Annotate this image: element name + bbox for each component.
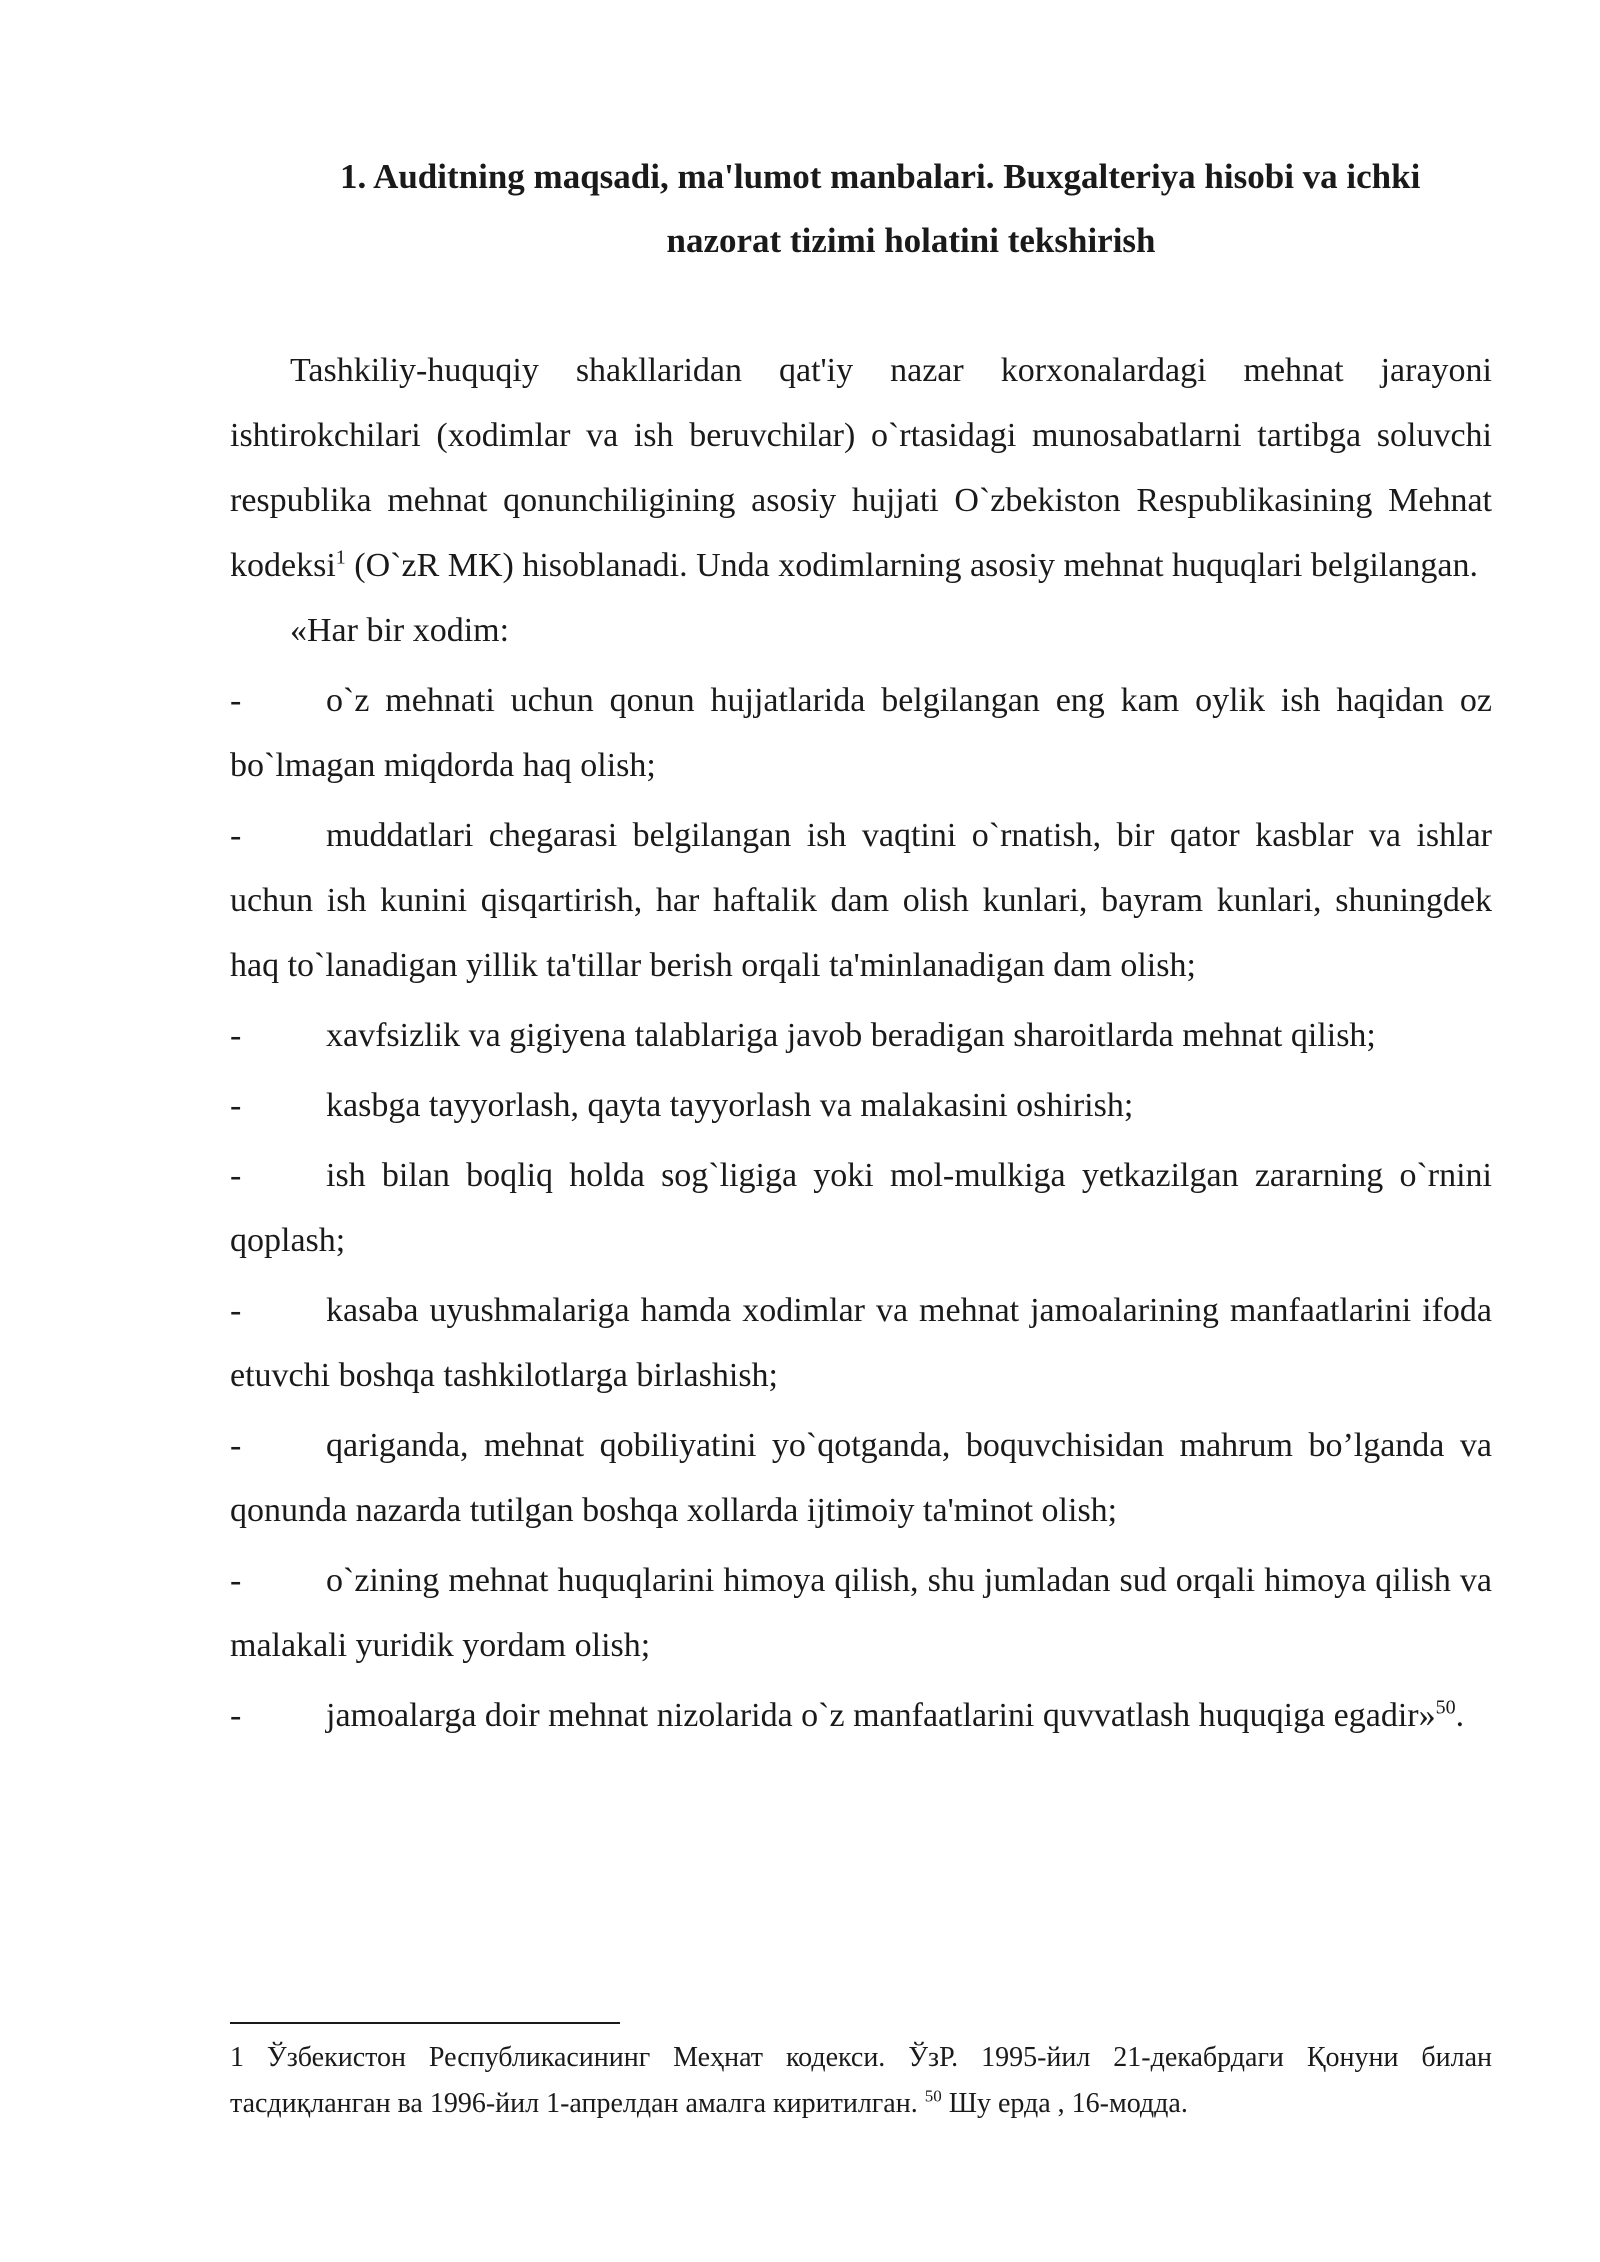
list-item [230,1548,1492,1678]
list-dash: - [230,682,242,719]
list-dash: - [230,817,242,854]
list-item-text: o`zining mehnat huquqlarini himoya qilish, shu jumladan sud orqali himoya qilish va malakali yuridik yordam olish; [230,1562,1492,1664]
list-dash: - [230,1427,242,1464]
footnote-ref-50: 50 [1435,1696,1456,1719]
list-item [230,803,1492,998]
intro-text-cont: (O`zR MK) hisoblanadi. Unda xodimlarning asosiy mehnat huquqlari belgilangan. [345,547,1478,584]
document-body [230,338,1492,1748]
list-item [230,1278,1492,1408]
list-item [230,1143,1492,1273]
list-item-text: jamoalarga doir mehnat nizolarida o`z manfaatlarini quvvatlash huquqiga egadir» [326,1697,1436,1734]
list-dash: - [230,1017,242,1054]
list-item-text: o`z mehnati uchun qonun hujjatlarida belgilangan eng kam oylik ish haqidan oz bo`lmagan miqdorda haq olish; [230,682,1492,784]
list-dash: - [230,1292,242,1329]
intro-paragraph [230,338,1492,598]
list-item-last [230,1683,1492,1748]
list-item [230,1413,1492,1543]
list-item-text: xavfsizlik va gigiyena talablariga javob beradigan sharoitlarda mehnat qilish; [326,1017,1376,1054]
footnote-separator [230,2022,620,2024]
list-item-end: . [1455,1697,1465,1734]
footnote-text: 1 Ўзбекистон Республикасининг Меҳнат кодекси. ЎзР. 1995-йил 21-декабрдаги Қонуни билан тасдиқланган ва 1996-йил 1-апрелдан амалга киритилган. [230,2042,1492,2119]
list-item-text: ish bilan boqliq holda sog`ligiga yoki mol-mulkiga yetkazilgan zararning o`rnini qoplash; [230,1157,1492,1259]
list-item-text: muddatlari chegarasi belgilangan ish vaqtini o`rnatish, bir qator kasblar va ishlar uchun ish kunini qisqartirish, har haftalik dam olish kunlari, bayram kunlari, shuningdek haq to`lanadigan yillik ta'tillar berish orqali ta'minlanadigan dam olish; [230,817,1492,984]
list-item [230,668,1492,798]
list-dash: - [230,1087,242,1124]
list-item-text: kasaba uyushmalariga hamda xodimlar va mehnat jamoalarining manfaatlarini ifoda etuvchi boshqa tashkilotlarga birlashish; [230,1292,1492,1394]
list-item-text: qariganda, mehnat qobiliyatini yo`qotganda, boquvchisidan mahrum bo’lganda va qonunda nazarda tutilgan boshqa xollarda ijtimoiy ta'minot olish; [230,1427,1492,1529]
footnote-ref-1: 1 [335,546,346,569]
list-item-text: kasbga tayyorlash, qayta tayyorlash va malakasini oshirish; [326,1087,1134,1124]
heading-line-1: 1. Auditning maqsadi, ma'lumot manbalari. Buxgalteriya hisobi va ichki [340,157,1421,196]
footnote-text-cont: Шу ерда , 16-модда. [941,2088,1188,2119]
list-item [230,1003,1492,1068]
footnote [230,2035,1492,2127]
list-dash: - [230,1157,242,1194]
quote-intro: «Har bir xodim: [290,612,510,649]
rights-list [230,668,1492,1748]
list-dash: - [230,1562,242,1599]
footnote-ref-50: 50 [924,2086,942,2106]
heading-line-2: nazorat tizimi holatini tekshirish [666,221,1156,260]
intro-text: Tashkiliy-huquqiy shakllaridan qat'iy nazar korxonalardagi mehnat jarayoni ishtirokchilari (xodimlar va ish beruvchilar) o`rtasidagi munosabatlarni tartibga soluvchi respublika mehnat qonunchiligining asosiy hujjati O`zbekiston Respublikasining Mehnat kodeksi [230,352,1492,584]
section-heading [230,145,1492,273]
list-item [230,1073,1492,1138]
list-dash: - [230,1697,242,1734]
